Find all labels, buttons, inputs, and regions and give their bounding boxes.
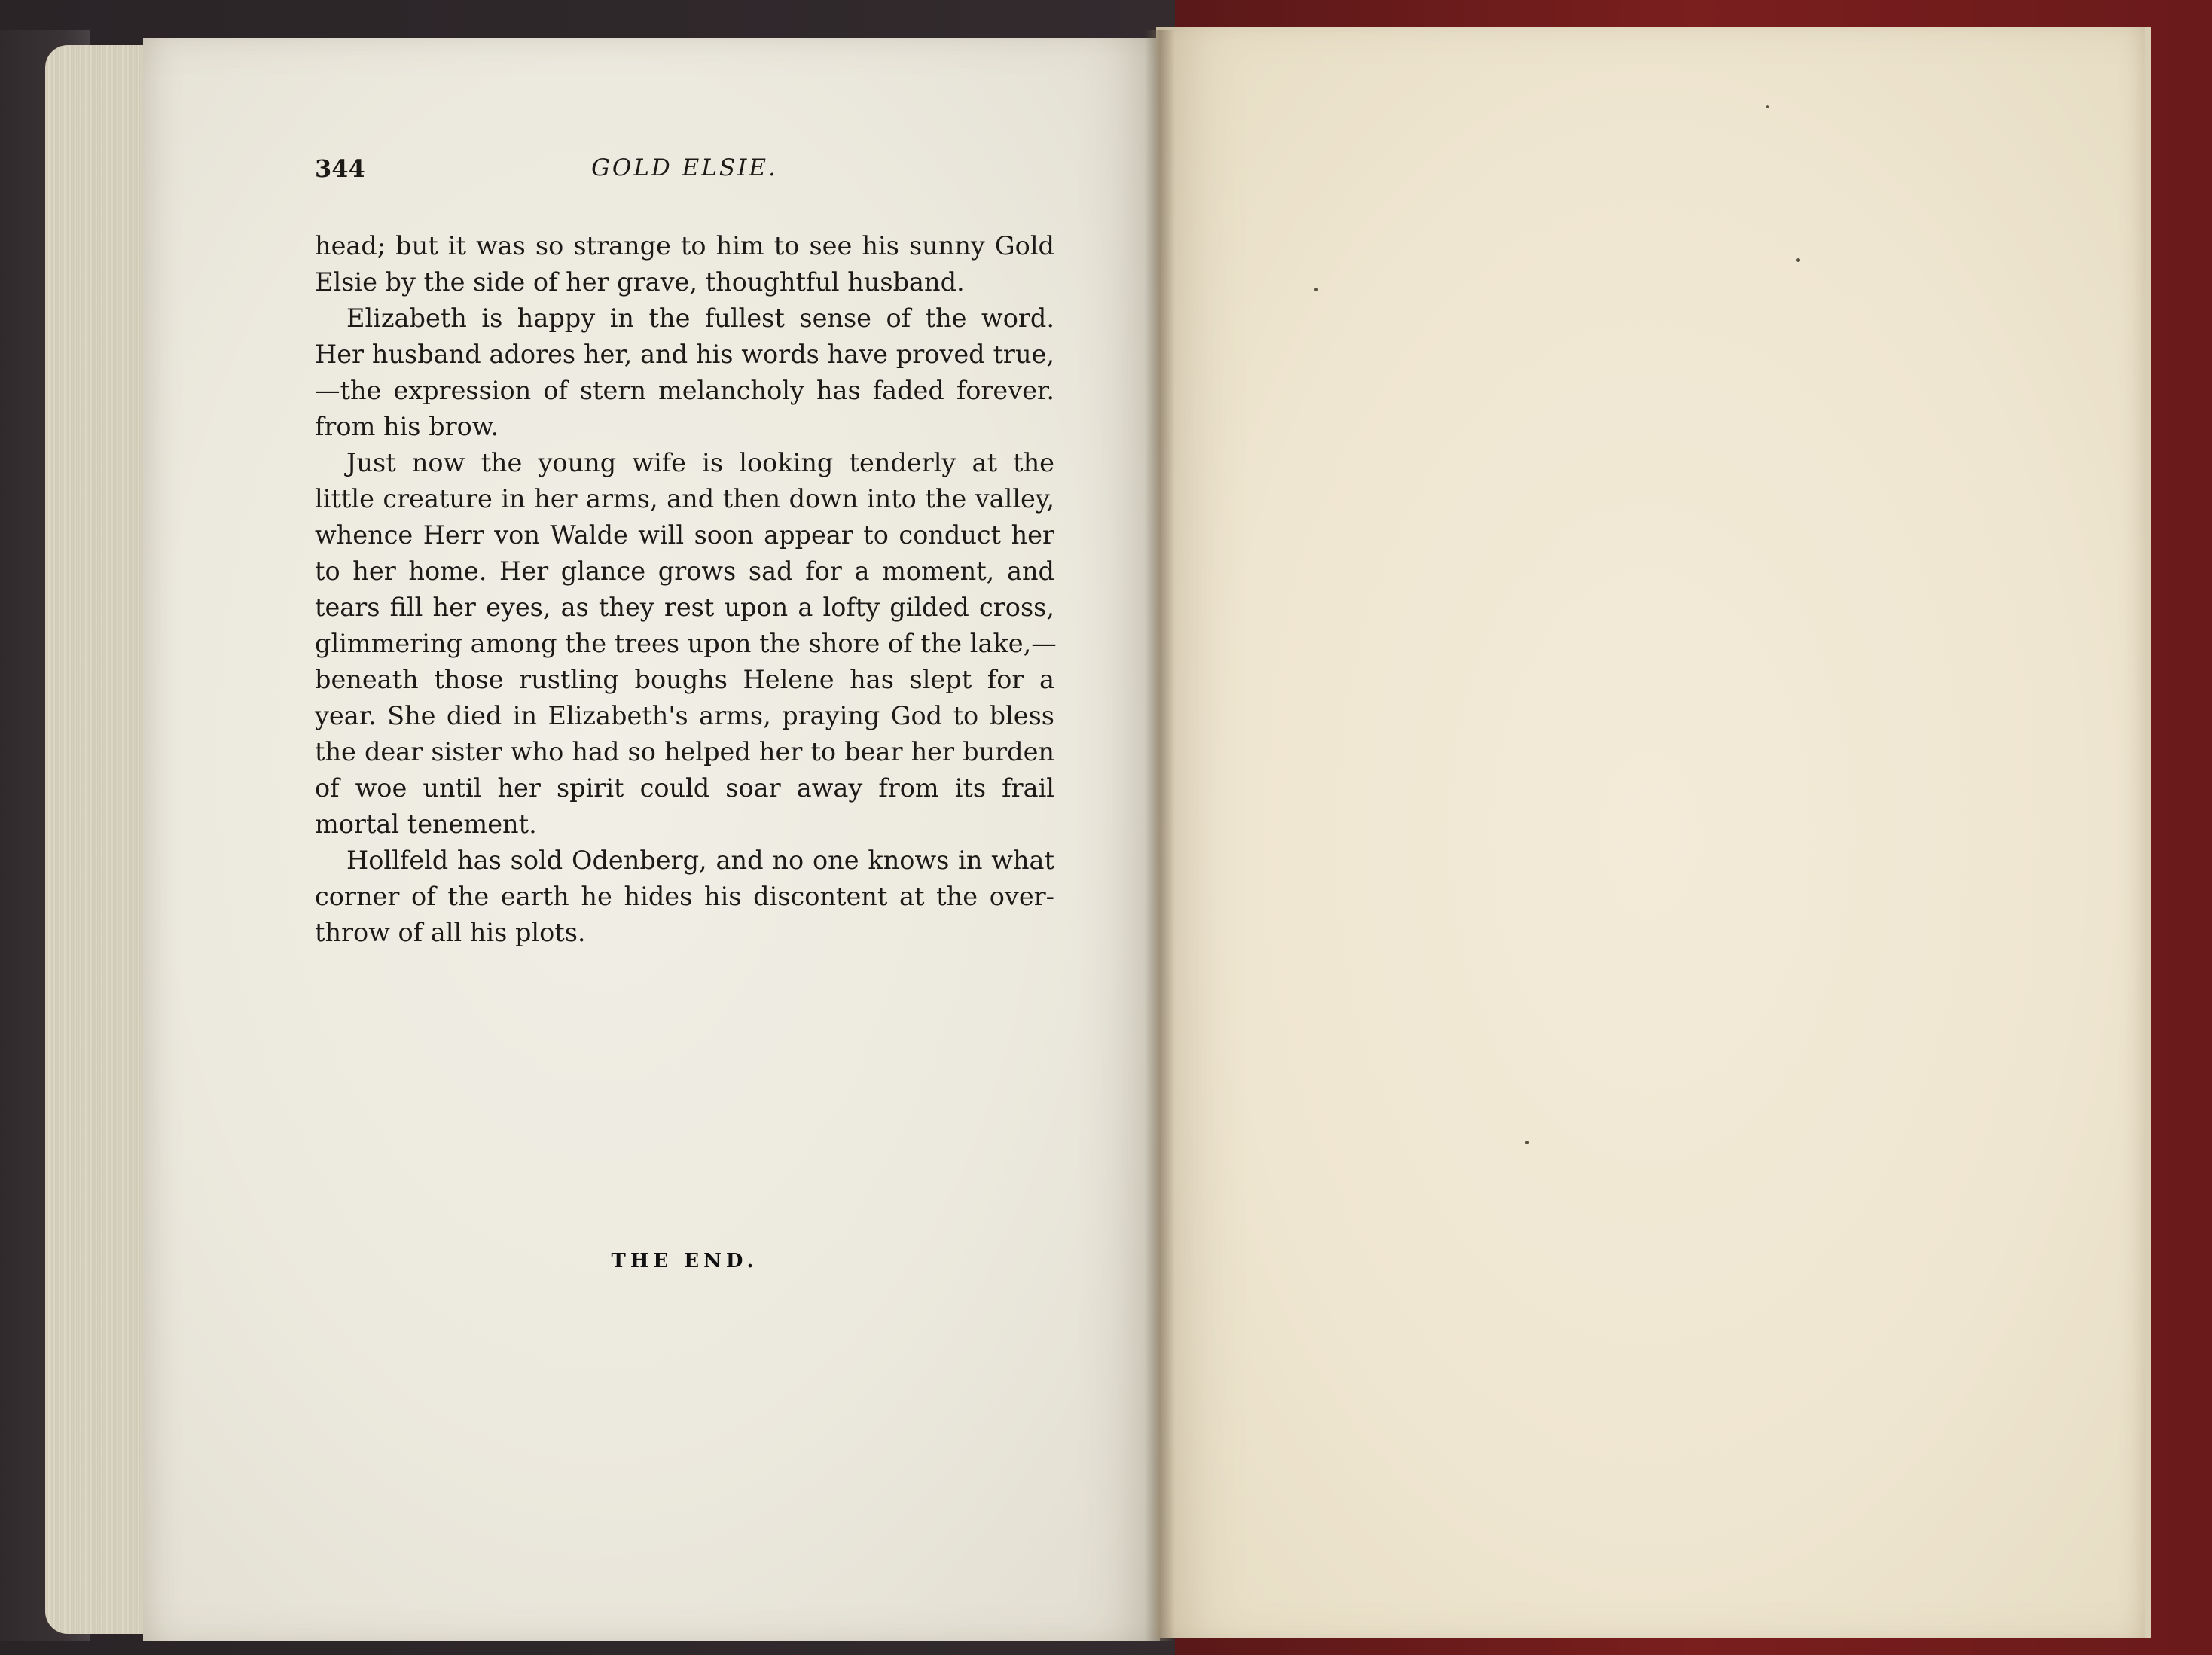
text-line: —the expression of stern melancholy has faded forever. <box>315 376 1054 405</box>
right-page-blank <box>1156 27 2146 1638</box>
text-line: Just now the young wife is looking tenderly at the <box>346 448 1054 477</box>
text-line: little creature in her arms, and then down into the valley, <box>315 484 1054 514</box>
text-line: from his brow. <box>315 412 499 441</box>
text-line: Her husband adores her, and his words have proved true, <box>315 340 1054 369</box>
text-line: year. She died in Elizabeth's arms, praying God to bless <box>315 701 1054 730</box>
text-line: to her home. Her glance grows sad for a moment, and <box>315 556 1054 586</box>
book-gutter <box>1145 30 1175 1641</box>
text-line: tears fill her eyes, as they rest upon a lofty gilded cross, <box>315 593 1054 622</box>
paragraph-4 <box>315 843 1054 951</box>
paper-speck <box>1525 1141 1529 1144</box>
the-end-colophon: THE END. <box>611 1250 758 1272</box>
text-line: glimmering among the trees upon the shore of the lake,— <box>315 629 1057 658</box>
text-line: Hollfeld has sold Odenberg, and no one knows in what <box>346 846 1054 875</box>
running-title: GOLD ELSIE. <box>591 154 778 181</box>
text-line: head; but it was so strange to him to see his sunny Gold <box>315 231 1054 261</box>
paper-speck <box>1766 105 1769 108</box>
text-line: mortal tenement. <box>315 809 537 839</box>
paragraph-3 <box>315 445 1057 843</box>
text-line: Elsie by the side of her grave, thoughtful husband. <box>315 267 965 297</box>
page-text-block <box>315 154 1057 1272</box>
text-line: corner of the earth he hides his discontent at the over- <box>315 882 1054 911</box>
paragraph-2 <box>315 300 1054 445</box>
page-stack-edge <box>45 45 158 1634</box>
text-line: of woe until her spirit could soar away from its frail <box>315 773 1054 803</box>
paragraph-1 <box>315 228 1054 300</box>
right-page-edge <box>2145 27 2151 1638</box>
text-line: whence Herr von Walde will soon appear to conduct her <box>315 520 1054 550</box>
text-line: the dear sister who had so helped her to bear her burden <box>315 737 1054 767</box>
text-line: beneath those rustling boughs Helene has slept for a <box>315 665 1054 694</box>
text-line: Elizabeth is happy in the fullest sense of the word. <box>346 303 1054 333</box>
page-number: 344 <box>315 154 365 183</box>
running-head <box>315 154 1054 200</box>
paper-speck <box>1314 288 1318 291</box>
text-line: throw of all his plots. <box>315 918 586 947</box>
paper-speck <box>1796 258 1800 262</box>
